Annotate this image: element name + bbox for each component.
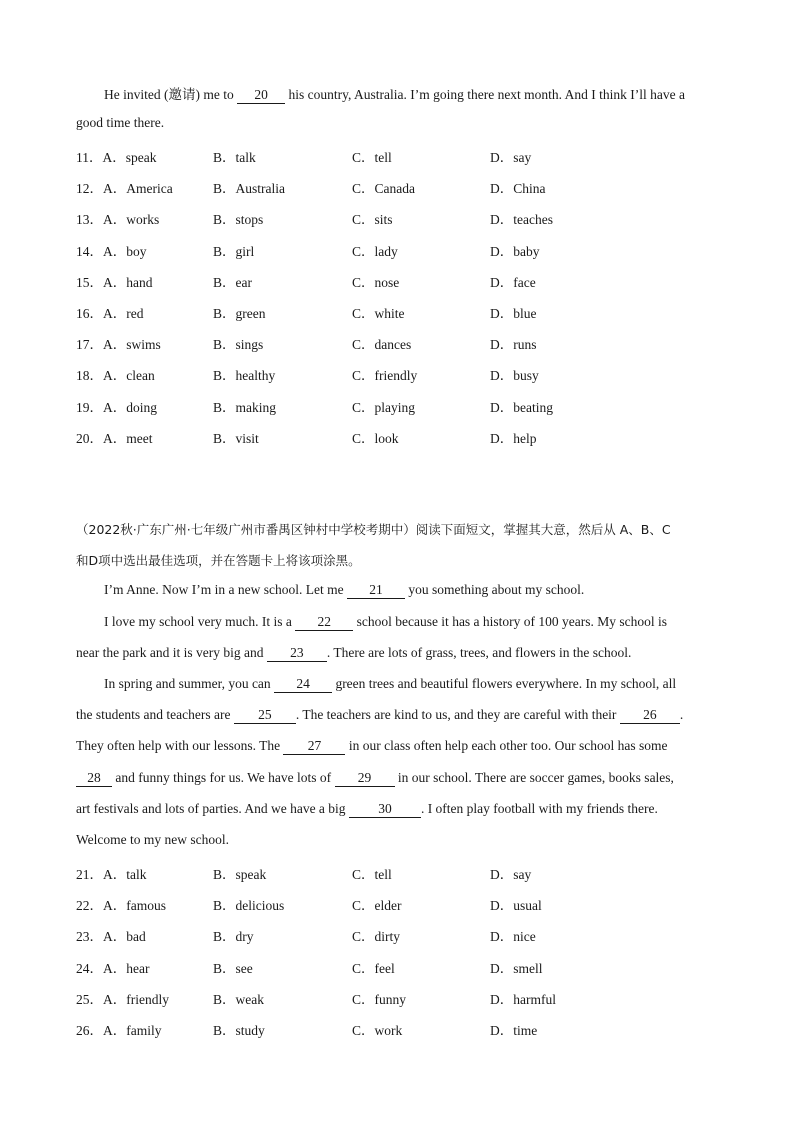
option-d[interactable]: D．busy (490, 368, 539, 384)
question-number-and-option-a[interactable]: 17．A．swims (76, 337, 161, 353)
passage2-line-7 (76, 770, 674, 787)
option-c[interactable]: C．nose (352, 274, 400, 290)
option-b[interactable]: B．girl (213, 243, 255, 259)
option-c[interactable]: C．friendly (352, 368, 418, 384)
option-b[interactable]: B．speak (213, 867, 267, 882)
text: the students and teachers are (76, 707, 234, 722)
blank-29: 29 (335, 771, 395, 787)
question-number-and-option-a[interactable]: 15．A．hand (76, 274, 153, 290)
option-c[interactable]: C．feel (352, 960, 395, 976)
text: . I often play football with my friends there. (420, 801, 658, 816)
question-row (76, 364, 596, 382)
passage2-line-3 (76, 645, 631, 662)
option-c[interactable]: C．playing (352, 399, 415, 415)
passage2-line-2 (104, 614, 667, 631)
blank-30: 30 (349, 802, 421, 818)
option-c[interactable]: C．funny (352, 991, 406, 1007)
blank-22: 22 (295, 615, 353, 631)
option-d[interactable]: D．beating (490, 399, 553, 415)
text: In spring and summer, you can (104, 676, 275, 691)
option-c[interactable]: C．work (352, 1023, 403, 1038)
option-b[interactable]: B．study (213, 1023, 265, 1038)
option-d[interactable]: D．baby (490, 243, 540, 259)
text: . There are lots of grass, trees, and flowers in the school. (326, 645, 632, 660)
option-b[interactable]: B．making (213, 399, 276, 415)
text: They often help with our lessons. The (76, 738, 284, 753)
option-b[interactable]: B．healthy (213, 368, 276, 384)
question-row (76, 1019, 596, 1037)
option-d[interactable]: D．time (490, 1023, 538, 1038)
text: in our school. There are soccer games, books sales, (394, 770, 674, 785)
option-c[interactable]: C．dirty (352, 929, 401, 945)
option-b[interactable]: B．visit (213, 430, 259, 446)
text: I’m Anne. Now I’m in a new school. Let me (104, 582, 347, 597)
question-number-and-option-a[interactable]: 18．A．clean (76, 368, 155, 384)
question-row (76, 333, 596, 351)
passage2-line-6 (76, 738, 668, 755)
question-row (76, 894, 596, 912)
question-row (76, 302, 596, 320)
question-number-and-option-a[interactable]: 11．A．speak (76, 150, 157, 165)
blank-25: 25 (234, 708, 296, 724)
option-c[interactable]: C．lady (352, 243, 398, 259)
question-row (76, 240, 596, 258)
text: in our class often help each other too. Our school has some (345, 738, 668, 753)
question-number-and-option-a[interactable]: 26．A．family (76, 1023, 162, 1038)
question-number-and-option-a[interactable]: 13．A．works (76, 212, 160, 228)
option-d[interactable]: D．China (490, 181, 546, 197)
option-d[interactable]: D．help (490, 430, 537, 446)
blank-27: 27 (283, 739, 345, 755)
question-row (76, 427, 596, 445)
blank-23: 23 (267, 646, 327, 662)
option-d[interactable]: D．teaches (490, 212, 553, 228)
passage2-line-9: Welcome to my new school. (76, 832, 230, 847)
question-row (76, 146, 596, 164)
option-d[interactable]: D．nice (490, 929, 536, 945)
option-c[interactable]: C．tell (352, 150, 392, 165)
option-c[interactable]: C．tell (352, 867, 392, 882)
passage2-line-4 (104, 676, 676, 693)
question-row (76, 863, 596, 881)
passage1-line-1 (104, 83, 685, 104)
option-d[interactable]: D．smell (490, 960, 543, 976)
option-c[interactable]: C．elder (352, 898, 402, 914)
question-row (76, 988, 596, 1006)
text: art festivals and lots of parties. And we have a big (76, 801, 349, 816)
section-instruction-line-2: 和D项中选出最佳选项，并在答题卡上将该项涂黑。 (76, 553, 361, 568)
option-b[interactable]: B．sings (213, 337, 264, 353)
option-c[interactable]: C．look (352, 430, 399, 446)
text: and funny things for us. We have lots of (112, 770, 335, 785)
question-row (76, 957, 596, 975)
passage2-line-5: the students and teachers are 25 . The teachers are kind to us, and they are careful with their 26 . (76, 707, 684, 722)
option-d[interactable]: D．harmful (490, 991, 556, 1007)
option-b[interactable]: B．delicious (213, 898, 285, 914)
option-b[interactable]: B．ear (213, 274, 252, 290)
text: you something about my school. (404, 582, 585, 597)
text: . The teachers are kind to us, and they are careful with their (295, 707, 620, 722)
question-number-and-option-a[interactable]: 20．A．meet (76, 430, 153, 446)
blank-26: 26 (620, 708, 680, 724)
option-c[interactable]: C．white (352, 306, 405, 321)
question-number-and-option-a[interactable]: 21．A．talk (76, 867, 147, 882)
question-number-and-option-a[interactable]: 12．A．America (76, 181, 173, 197)
option-b[interactable]: B．talk (213, 150, 256, 165)
option-b[interactable]: B．weak (213, 991, 264, 1007)
question-row (76, 177, 596, 195)
question-row (76, 271, 596, 289)
passage1-line-2: good time there. (76, 115, 165, 130)
blank-24: 24 (274, 677, 332, 693)
question-number-and-option-a[interactable]: 25．A．friendly (76, 991, 169, 1007)
option-c[interactable]: C．dances (352, 337, 412, 353)
text: He invited (邀请) me to (104, 87, 238, 102)
option-d[interactable]: D．runs (490, 337, 537, 353)
question-row (76, 396, 596, 414)
option-c[interactable]: C．sits (352, 212, 393, 228)
blank-28: 28 (76, 771, 112, 787)
question-number-and-option-a[interactable]: 14．A．boy (76, 243, 147, 259)
text: I love my school very much. It is a (104, 614, 296, 629)
question-row (76, 208, 596, 226)
option-d[interactable]: D．say (490, 150, 532, 165)
option-d[interactable]: D．blue (490, 306, 537, 321)
option-b[interactable]: B．Australia (213, 181, 285, 197)
option-c[interactable]: C．Canada (352, 181, 415, 197)
option-b[interactable]: B．stops (213, 212, 264, 228)
passage2-line-1 (104, 582, 584, 599)
blank-20: 20 (237, 88, 285, 104)
option-b[interactable]: B．green (213, 306, 266, 321)
text: green trees and beautiful flowers everywhere. In my school, all (332, 676, 677, 691)
option-d[interactable]: D．usual (490, 898, 542, 914)
text: his country, Australia. I’m going there next month. And I think I’ll have a (285, 87, 686, 102)
question-number-and-option-a[interactable]: 22．A．famous (76, 898, 166, 914)
question-number-and-option-a[interactable]: 23．A．bad (76, 929, 146, 945)
question-number-and-option-a[interactable]: 24．A．hear (76, 960, 150, 976)
question-number-and-option-a[interactable]: 16．A．red (76, 306, 144, 321)
option-d[interactable]: D．face (490, 274, 536, 290)
option-b[interactable]: B．see (213, 960, 253, 976)
text: school because it has a history of 100 years. My school is (353, 614, 668, 629)
section-instruction-line-1: （2022秋·广东广州·七年级广州市番禺区钟村中学校考期中）阅读下面短文，掌握其大意，然后从 A、B、C (76, 522, 671, 537)
option-b[interactable]: B．dry (213, 929, 254, 945)
blank-21: 21 (347, 583, 405, 599)
question-number-and-option-a[interactable]: 19．A．doing (76, 399, 157, 415)
text: near the park and it is very big and (76, 645, 267, 660)
option-d[interactable]: D．say (490, 867, 532, 882)
passage2-line-8 (76, 801, 658, 818)
question-row (76, 925, 596, 943)
